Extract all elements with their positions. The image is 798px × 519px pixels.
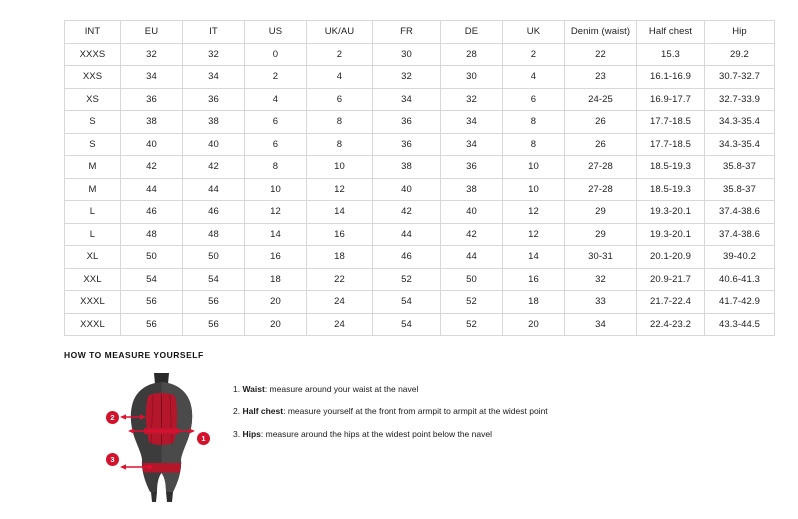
- cell-hip: 40.6-41.3: [705, 268, 775, 291]
- cell-it: 40: [183, 133, 245, 156]
- cell-de: 52: [441, 291, 503, 314]
- cell-denim-waist: 32: [565, 268, 637, 291]
- cell-uk: 12: [503, 223, 565, 246]
- column-header-us: US: [245, 21, 307, 44]
- cell-denim-waist: 27-28: [565, 178, 637, 201]
- cell-denim-waist: 22: [565, 43, 637, 66]
- cell-it: 44: [183, 178, 245, 201]
- cell-half-chest: 19.3-20.1: [637, 201, 705, 224]
- cell-it: 34: [183, 66, 245, 89]
- cell-de: 44: [441, 246, 503, 269]
- cell-denim-waist: 26: [565, 133, 637, 156]
- cell-fr: 34: [373, 88, 441, 111]
- cell-fr: 46: [373, 246, 441, 269]
- cell-hip: 37.4-38.6: [705, 201, 775, 224]
- cell-int: XXXL: [65, 313, 121, 336]
- cell-denim-waist: 23: [565, 66, 637, 89]
- cell-de: 34: [441, 133, 503, 156]
- cell-fr: 32: [373, 66, 441, 89]
- cell-uk: 4: [503, 66, 565, 89]
- cell-uk-au: 8: [307, 133, 373, 156]
- cell-it: 46: [183, 201, 245, 224]
- table-row: [65, 201, 775, 224]
- marker-badge-3: 3: [106, 453, 119, 466]
- cell-eu: 54: [121, 268, 183, 291]
- cell-fr: 44: [373, 223, 441, 246]
- cell-it: 56: [183, 313, 245, 336]
- cell-hip: 37.4-38.6: [705, 223, 775, 246]
- table-row: [65, 66, 775, 89]
- cell-hip: 35.8-37: [705, 178, 775, 201]
- cell-de: 42: [441, 223, 503, 246]
- instruction-term-half-chest: Half chest: [242, 406, 284, 417]
- cell-eu: 32: [121, 43, 183, 66]
- cell-int: XL: [65, 246, 121, 269]
- marker-badge-1: 1: [197, 432, 210, 445]
- cell-denim-waist: 24-25: [565, 88, 637, 111]
- cell-int: XXL: [65, 268, 121, 291]
- cell-us: 12: [245, 201, 307, 224]
- cell-int: XS: [65, 88, 121, 111]
- table-row: [65, 223, 775, 246]
- cell-hip: 41.7-42.9: [705, 291, 775, 314]
- table-row: [65, 156, 775, 179]
- cell-denim-waist: 34: [565, 313, 637, 336]
- cell-us: 2: [245, 66, 307, 89]
- cell-eu: 42: [121, 156, 183, 179]
- cell-uk-au: 4: [307, 66, 373, 89]
- instruction-half-chest: [233, 406, 548, 417]
- cell-us: 4: [245, 88, 307, 111]
- cell-fr: 40: [373, 178, 441, 201]
- table-row: [65, 43, 775, 66]
- instruction-hips: [233, 429, 548, 440]
- cell-hip: 29.2: [705, 43, 775, 66]
- cell-uk-au: 10: [307, 156, 373, 179]
- column-header-hip: Hip: [705, 21, 775, 44]
- cell-hip: 34.3-35.4: [705, 133, 775, 156]
- cell-us: 20: [245, 313, 307, 336]
- cell-it: 36: [183, 88, 245, 111]
- cell-it: 48: [183, 223, 245, 246]
- cell-int: XXXL: [65, 291, 121, 314]
- cell-uk: 14: [503, 246, 565, 269]
- cell-int: S: [65, 133, 121, 156]
- cell-de: 34: [441, 111, 503, 134]
- instruction-number-3: 3.: [233, 428, 241, 439]
- cell-it: 56: [183, 291, 245, 314]
- cell-fr: 38: [373, 156, 441, 179]
- cell-us: 14: [245, 223, 307, 246]
- cell-de: 36: [441, 156, 503, 179]
- cell-eu: 36: [121, 88, 183, 111]
- cell-us: 0: [245, 43, 307, 66]
- table-row: [65, 246, 775, 269]
- cell-de: 40: [441, 201, 503, 224]
- cell-half-chest: 20.1-20.9: [637, 246, 705, 269]
- cell-int: L: [65, 201, 121, 224]
- table-row: [65, 268, 775, 291]
- cell-uk-au: 8: [307, 111, 373, 134]
- cell-int: XXS: [65, 66, 121, 89]
- how-to-measure-title: HOW TO MEASURE YOURSELF: [64, 350, 204, 360]
- size-chart-table: [64, 20, 775, 336]
- cell-us: 6: [245, 111, 307, 134]
- cell-eu: 50: [121, 246, 183, 269]
- cell-int: M: [65, 178, 121, 201]
- instruction-text-waist: : measure around your waist at the navel: [264, 384, 419, 394]
- cell-uk-au: 22: [307, 268, 373, 291]
- cell-us: 10: [245, 178, 307, 201]
- cell-fr: 36: [373, 111, 441, 134]
- cell-denim-waist: 26: [565, 111, 637, 134]
- cell-half-chest: 21.7-22.4: [637, 291, 705, 314]
- cell-us: 6: [245, 133, 307, 156]
- how-to-measure-body: [64, 370, 734, 505]
- cell-us: 20: [245, 291, 307, 314]
- cell-eu: 56: [121, 313, 183, 336]
- cell-eu: 38: [121, 111, 183, 134]
- cell-int: XXXS: [65, 43, 121, 66]
- cell-denim-waist: 27-28: [565, 156, 637, 179]
- measurement-figure: [104, 370, 219, 505]
- instruction-number-2: 2.: [233, 406, 241, 417]
- cell-us: 18: [245, 268, 307, 291]
- cell-fr: 42: [373, 201, 441, 224]
- cell-fr: 30: [373, 43, 441, 66]
- cell-half-chest: 17.7-18.5: [637, 133, 705, 156]
- table-row: [65, 178, 775, 201]
- column-header-de: DE: [441, 21, 503, 44]
- cell-half-chest: 18.5-19.3: [637, 156, 705, 179]
- cell-de: 38: [441, 178, 503, 201]
- cell-int: L: [65, 223, 121, 246]
- table-row: [65, 291, 775, 314]
- cell-uk: 8: [503, 111, 565, 134]
- cell-int: S: [65, 111, 121, 134]
- cell-it: 54: [183, 268, 245, 291]
- column-header-eu: EU: [121, 21, 183, 44]
- cell-uk-au: 24: [307, 313, 373, 336]
- cell-denim-waist: 30-31: [565, 246, 637, 269]
- cell-hip: 35.8-37: [705, 156, 775, 179]
- cell-hip: 34.3-35.4: [705, 111, 775, 134]
- cell-half-chest: 19.3-20.1: [637, 223, 705, 246]
- instruction-text-half-chest: : measure yourself at the front from armpit to armpit at the widest point: [283, 406, 548, 417]
- cell-fr: 54: [373, 291, 441, 314]
- column-header-half-chest: Half chest: [637, 21, 705, 44]
- table-row: [65, 88, 775, 111]
- instruction-number-1: 1.: [233, 384, 241, 394]
- cell-uk-au: 12: [307, 178, 373, 201]
- cell-hip: 39-40.2: [705, 246, 775, 269]
- cell-fr: 54: [373, 313, 441, 336]
- column-header-int: INT: [65, 21, 121, 44]
- cell-de: 28: [441, 43, 503, 66]
- cell-uk: 8: [503, 133, 565, 156]
- cell-us: 16: [245, 246, 307, 269]
- cell-uk-au: 18: [307, 246, 373, 269]
- column-header-uk: UK: [503, 21, 565, 44]
- instruction-term-waist: Waist: [242, 384, 265, 394]
- cell-it: 42: [183, 156, 245, 179]
- cell-us: 8: [245, 156, 307, 179]
- cell-half-chest: 18.5-19.3: [637, 178, 705, 201]
- cell-eu: 34: [121, 66, 183, 89]
- cell-int: M: [65, 156, 121, 179]
- cell-half-chest: 17.7-18.5: [637, 111, 705, 134]
- cell-uk: 20: [503, 313, 565, 336]
- cell-it: 32: [183, 43, 245, 66]
- cell-uk-au: 2: [307, 43, 373, 66]
- marker-badge-2: 2: [106, 411, 119, 424]
- column-header-fr: FR: [373, 21, 441, 44]
- cell-denim-waist: 33: [565, 291, 637, 314]
- cell-half-chest: 20.9-21.7: [637, 268, 705, 291]
- cell-uk: 10: [503, 156, 565, 179]
- cell-hip: 32.7-33.9: [705, 88, 775, 111]
- cell-de: 30: [441, 66, 503, 89]
- cell-fr: 36: [373, 133, 441, 156]
- table-row: [65, 313, 775, 336]
- column-header-denim-waist: Denim (waist): [565, 21, 637, 44]
- cell-uk-au: 24: [307, 291, 373, 314]
- cell-uk-au: 14: [307, 201, 373, 224]
- cell-uk: 2: [503, 43, 565, 66]
- column-header-it: IT: [183, 21, 245, 44]
- size-chart-head: [65, 21, 775, 44]
- how-to-measure-section: [64, 350, 734, 505]
- size-chart-body: [65, 43, 775, 336]
- cell-half-chest: 16.1-16.9: [637, 66, 705, 89]
- cell-eu: 40: [121, 133, 183, 156]
- cell-de: 50: [441, 268, 503, 291]
- cell-denim-waist: 29: [565, 201, 637, 224]
- cell-de: 32: [441, 88, 503, 111]
- table-row: [65, 111, 775, 134]
- cell-de: 52: [441, 313, 503, 336]
- cell-eu: 48: [121, 223, 183, 246]
- instruction-text-hips: : measure around the hips at the widest point below the navel: [260, 428, 492, 439]
- cell-fr: 52: [373, 268, 441, 291]
- table-row: [65, 133, 775, 156]
- cell-it: 50: [183, 246, 245, 269]
- cell-eu: 46: [121, 201, 183, 224]
- cell-eu: 44: [121, 178, 183, 201]
- cell-uk: 18: [503, 291, 565, 314]
- cell-eu: 56: [121, 291, 183, 314]
- cell-uk: 12: [503, 201, 565, 224]
- cell-uk: 10: [503, 178, 565, 201]
- column-header-uk-au: UK/AU: [307, 21, 373, 44]
- cell-denim-waist: 29: [565, 223, 637, 246]
- cell-half-chest: 16.9-17.7: [637, 88, 705, 111]
- cell-uk-au: 16: [307, 223, 373, 246]
- cell-uk: 16: [503, 268, 565, 291]
- measurement-instructions: [233, 370, 548, 451]
- cell-uk: 6: [503, 88, 565, 111]
- cell-hip: 43.3-44.5: [705, 313, 775, 336]
- cell-it: 38: [183, 111, 245, 134]
- instruction-waist: [233, 384, 548, 395]
- cell-uk-au: 6: [307, 88, 373, 111]
- cell-hip: 30.7-32.7: [705, 66, 775, 89]
- cell-half-chest: 15.3: [637, 43, 705, 66]
- instruction-term-hips: Hips: [242, 428, 261, 439]
- size-chart-container: [64, 20, 761, 336]
- table-header-row: [65, 21, 775, 44]
- cell-half-chest: 22.4-23.2: [637, 313, 705, 336]
